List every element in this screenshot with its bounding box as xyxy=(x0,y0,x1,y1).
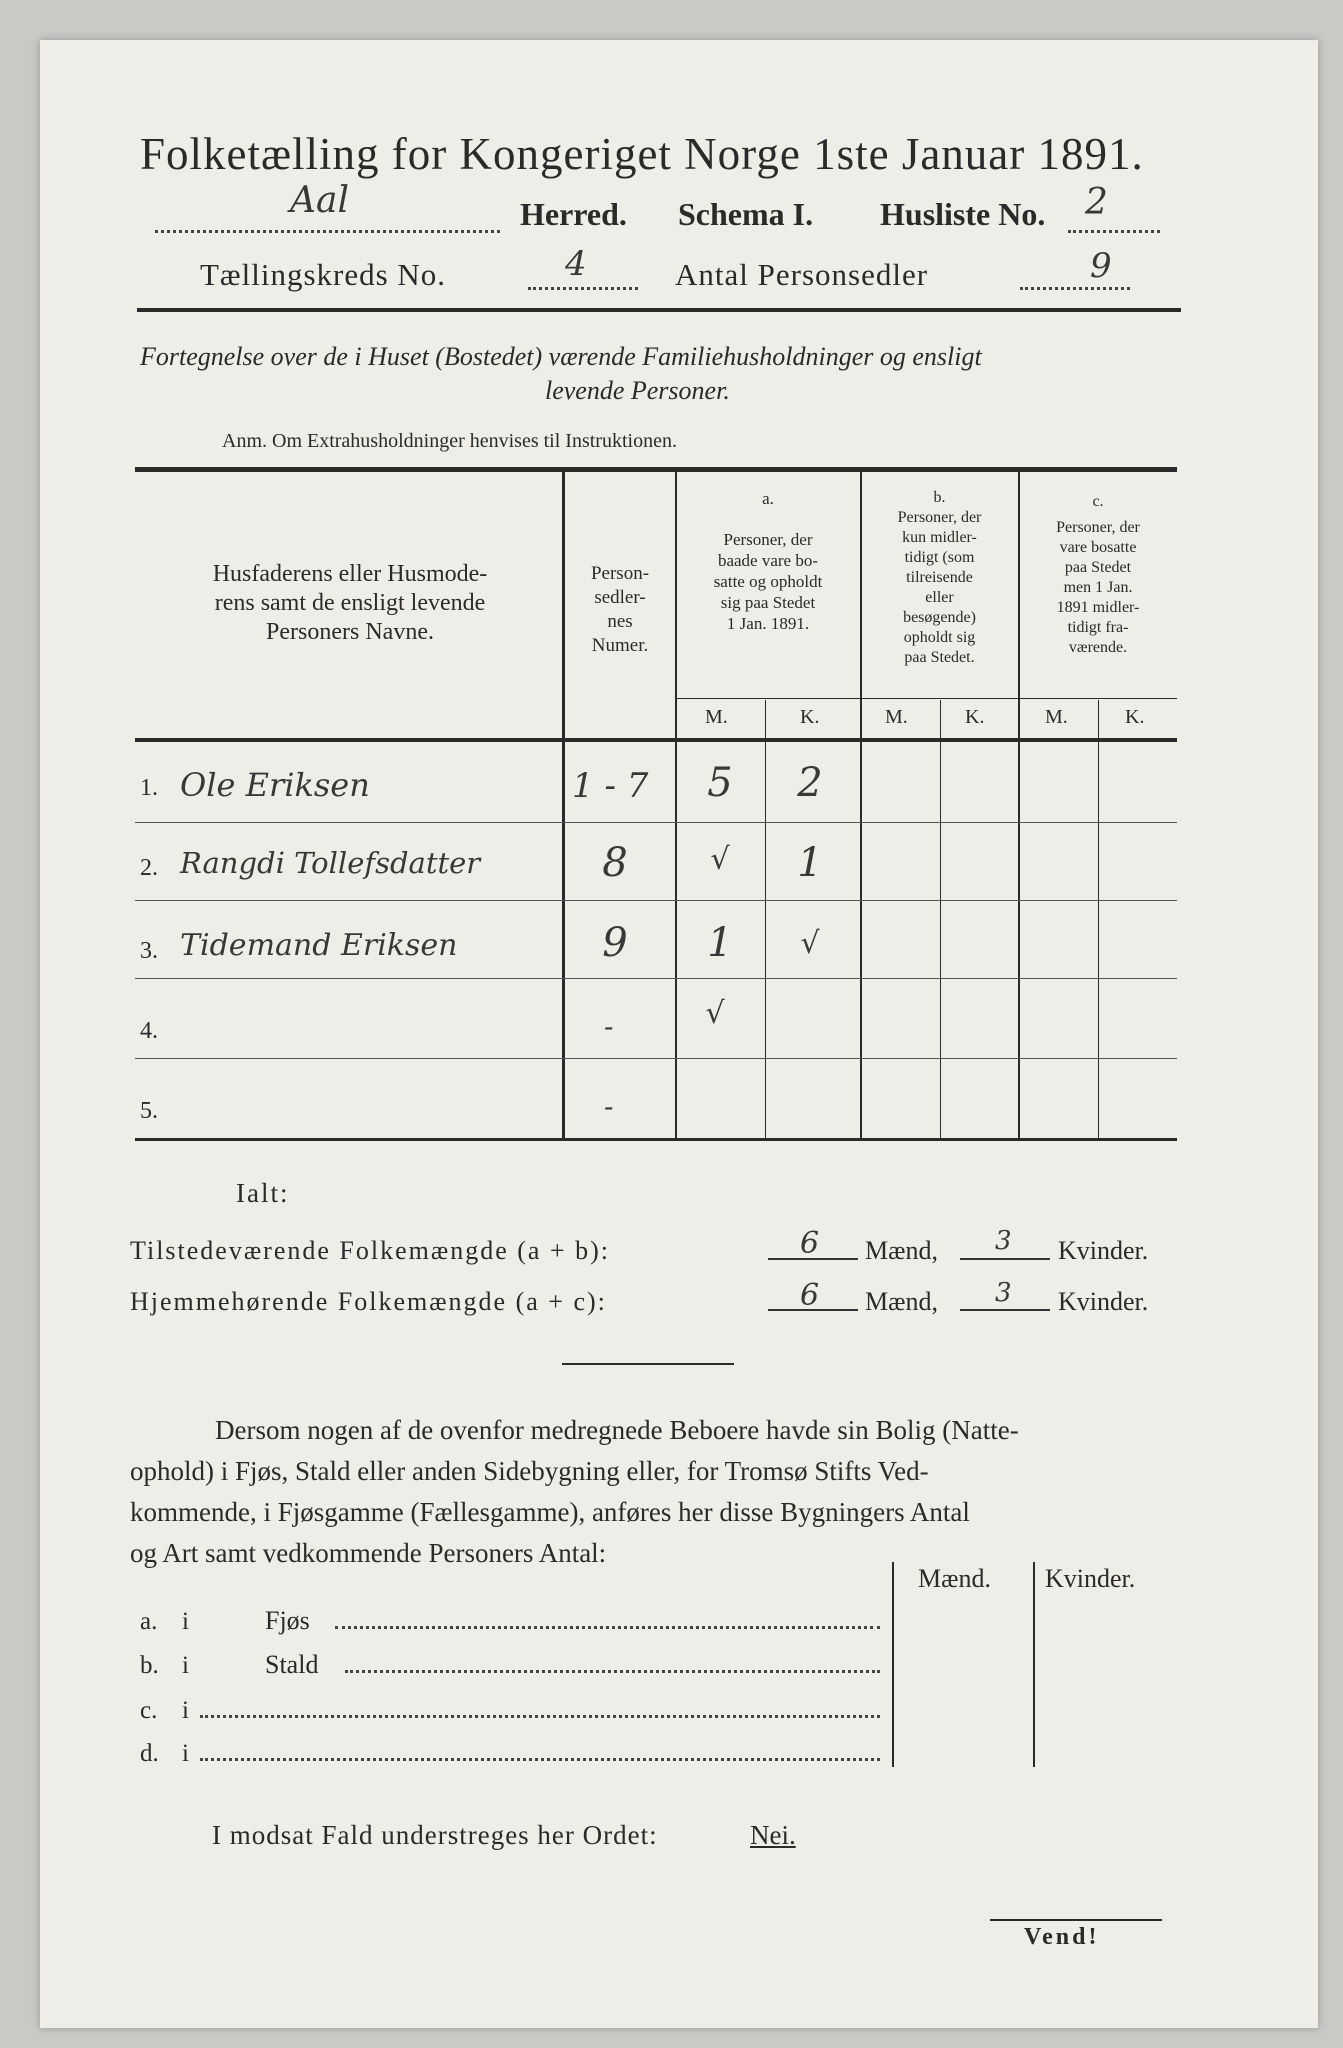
col-num-header: Person- sedler- nes Numer. xyxy=(590,563,650,656)
hjemme-maend-value: 6 xyxy=(800,1278,820,1313)
buildings-divider-mid xyxy=(1033,1562,1035,1767)
buildings-divider-left xyxy=(892,1562,894,1767)
form-title: Folketælling for Kongeriget Norge 1ste Januar 1891. xyxy=(140,129,1144,179)
row-persnum: - xyxy=(604,1090,614,1123)
row-number: 2. xyxy=(140,855,158,881)
row-a-m: 1 xyxy=(707,920,733,966)
antal-value: 9 xyxy=(1090,246,1112,286)
row-number: 4. xyxy=(140,1018,158,1044)
sidebygning-instructions: Dersom nogen af de ovenfor medregnede Beboere havde sin Bolig (Natte- ophold) i Fjøs, Stald eller anden Sidebygning eller, for Tromsø Stifts Ved- kommende, i Fjøsgamme (Fællesgamme), anføres her disse Bygningers Antal og Art samt vedkommende Personers Antal: xyxy=(130,1415,1019,1568)
building-label: Stald xyxy=(265,1650,319,1679)
table-top-rule xyxy=(135,467,1177,472)
col-a-header: a. Personer, der baade vare bo- satte og opholdt sig paa Stedet 1 Jan. 1891. xyxy=(713,489,823,633)
row-line-2 xyxy=(135,900,1177,901)
schema-label: Schema I. xyxy=(678,196,814,232)
section-divider xyxy=(562,1363,734,1365)
row-persnum: 9 xyxy=(602,920,628,966)
hjemme-label: Hjemmehørende Folkemængde (a + c): xyxy=(130,1287,607,1316)
hjemme-maend-word: Mænd, xyxy=(865,1287,938,1316)
building-dotline xyxy=(335,1626,880,1629)
row-name: Ole Eriksen xyxy=(180,766,370,804)
row-a-m: √ xyxy=(705,996,725,1031)
row-number: 1. xyxy=(140,775,158,801)
modsat-text: I modsat Fald understreges her Ordet: xyxy=(212,1820,658,1850)
table-header-bottom-rule xyxy=(135,738,1177,742)
kreds-value: 4 xyxy=(565,244,587,284)
building-dotline xyxy=(345,1670,880,1673)
row-a-k: √ xyxy=(800,926,820,961)
building-letter: a. xyxy=(140,1608,158,1635)
c-m-label: M. xyxy=(1045,706,1068,728)
row-persnum: - xyxy=(604,1010,614,1043)
b-k-label: K. xyxy=(965,706,985,728)
building-prep: i xyxy=(182,1652,189,1679)
kreds-label: Tællingskreds No. xyxy=(200,257,447,292)
subtitle-line1: Fortegnelse over de i Huset (Bostedet) værende Familiehusholdninger og ensligt xyxy=(140,342,982,371)
a-m-label: M. xyxy=(705,706,728,728)
row-line-4 xyxy=(135,1058,1177,1059)
hjemme-kvinder-field xyxy=(960,1309,1050,1311)
husliste-value: 2 xyxy=(1085,182,1108,223)
building-prep: i xyxy=(182,1697,189,1724)
hjemme-kvinder-word: Kvinder. xyxy=(1058,1287,1149,1316)
row-line-1 xyxy=(135,822,1177,823)
col-name-header: Husfaderens eller Husmode- rens samt de ensligt levende Personers Navne. xyxy=(212,561,488,645)
building-dotline xyxy=(200,1758,880,1761)
hjemme-kvinder-value: 3 xyxy=(995,1278,1012,1308)
anm-note: Anm. Om Extrahusholdninger henvises til Instruktionen. xyxy=(222,430,677,452)
tilstede-kvinder-value: 3 xyxy=(995,1226,1012,1256)
census-form-page xyxy=(40,40,1318,2028)
building-letter: b. xyxy=(140,1652,159,1679)
ialt-label: Ialt: xyxy=(236,1178,290,1208)
row-line-3 xyxy=(135,978,1177,979)
tilstede-maend-value: 6 xyxy=(800,1226,820,1261)
b-m-label: M. xyxy=(885,706,908,728)
row-persnum: 1 - 7 xyxy=(572,766,649,806)
row-name: Tidemand Eriksen xyxy=(180,928,458,963)
tilstede-maend-word: Mænd, xyxy=(865,1236,938,1265)
buildings-kvinder-header: Kvinder. xyxy=(1045,1564,1136,1593)
building-prep: i xyxy=(182,1740,189,1767)
row-a-m: √ xyxy=(710,842,730,877)
row-a-k: 1 xyxy=(797,840,823,886)
a-k-label: K. xyxy=(800,706,820,728)
col-divider-c-mid xyxy=(1098,700,1099,1138)
nei-word: Nei. xyxy=(750,1820,796,1850)
building-prep: i xyxy=(182,1608,189,1635)
row-name: Rangdi Tollefsdatter xyxy=(180,846,481,880)
herred-label: Herred. xyxy=(520,196,627,232)
tilstede-label: Tilstedeværende Folkemængde (a + b): xyxy=(130,1236,610,1265)
col-b-header: b. Personer, der kun midler- tidigt (som tilreisende eller besøgende) opholdt sig paa Stedet. xyxy=(897,489,982,666)
col-c-header: c. Personer, der vare bosatte paa Stedet men 1 Jan. 1891 midler- tidigt fra- værende. xyxy=(1056,493,1140,656)
antal-field xyxy=(1020,257,1130,290)
table-bottom-rule xyxy=(135,1138,1177,1141)
buildings-maend-header: Mænd. xyxy=(918,1564,991,1593)
c-k-label: K. xyxy=(1125,706,1145,728)
row-a-k: 2 xyxy=(797,760,823,806)
herred-value: Aal xyxy=(290,180,349,221)
building-letter: c. xyxy=(140,1697,158,1724)
husliste-label: Husliste No. xyxy=(880,196,1046,232)
building-label: Fjøs xyxy=(265,1606,310,1635)
building-letter: d. xyxy=(140,1740,159,1767)
mk-header-line xyxy=(675,698,1177,699)
antal-label: Antal Personsedler xyxy=(675,257,929,292)
row-number: 5. xyxy=(140,1098,158,1124)
header-divider xyxy=(137,308,1181,312)
building-dotline xyxy=(200,1715,880,1718)
col-divider-a-mid xyxy=(765,700,766,1138)
tilstede-kvinder-field xyxy=(960,1258,1050,1260)
vend-rule xyxy=(990,1919,1162,1921)
husliste-field xyxy=(1068,196,1160,233)
tilstede-kvinder-word: Kvinder. xyxy=(1058,1236,1149,1265)
row-number: 3. xyxy=(140,938,158,964)
col-divider-b-mid xyxy=(940,700,941,1138)
row-a-m: 5 xyxy=(707,760,733,806)
subtitle-line2: levende Personer. xyxy=(545,376,730,405)
row-persnum: 8 xyxy=(602,840,628,886)
vend-label: Vend! xyxy=(1024,1924,1100,1950)
